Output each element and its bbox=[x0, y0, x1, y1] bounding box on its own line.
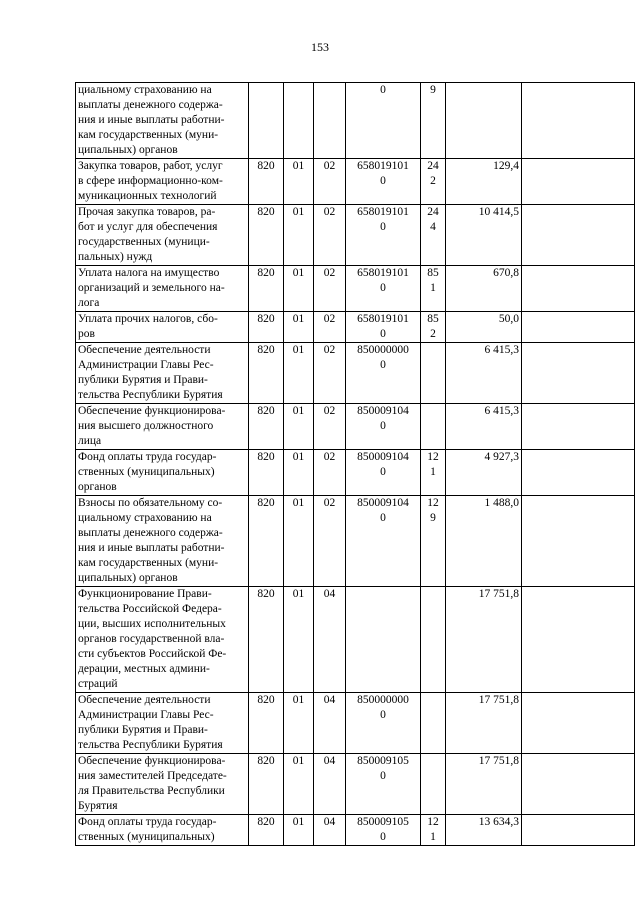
cell-expense bbox=[421, 205, 446, 266]
cell-name-line: органов государственной вла- bbox=[78, 633, 225, 645]
cell-target bbox=[346, 754, 421, 815]
cell-extra bbox=[522, 496, 635, 587]
cell-section: 01 bbox=[284, 159, 314, 205]
cell-expense bbox=[421, 754, 446, 815]
cell-name-line: органов bbox=[78, 481, 117, 493]
cell-subsection: 04 bbox=[314, 754, 346, 815]
cell-section: 01 bbox=[284, 450, 314, 496]
cell-target bbox=[346, 587, 421, 693]
cell-amount bbox=[446, 83, 522, 159]
cell-name bbox=[76, 312, 249, 343]
cell-name-line: Администрации Главы Рес- bbox=[78, 709, 214, 721]
cell-subsection: 02 bbox=[314, 343, 346, 404]
cell-expense-line bbox=[423, 587, 443, 602]
cell-expense-line: 9 bbox=[430, 512, 436, 524]
cell-extra bbox=[522, 312, 635, 343]
cell-target-line: 850000000 bbox=[357, 344, 409, 356]
cell-extra bbox=[522, 266, 635, 312]
cell-name-line: кам государственных (муни- bbox=[78, 129, 219, 141]
cell-subsection: 02 bbox=[314, 496, 346, 587]
cell-subsection: 04 bbox=[314, 693, 346, 754]
cell-section: 01 bbox=[284, 693, 314, 754]
cell-extra bbox=[522, 404, 635, 450]
cell-target-line: 850009104 bbox=[357, 497, 409, 509]
cell-expense-line: 1 bbox=[430, 282, 436, 294]
cell-name-line: ципальных) органов bbox=[78, 144, 178, 156]
cell-ministry: 820 bbox=[249, 693, 284, 754]
cell-ministry: 820 bbox=[249, 266, 284, 312]
cell-name bbox=[76, 205, 249, 266]
cell-extra bbox=[522, 587, 635, 693]
cell-expense bbox=[421, 343, 446, 404]
cell-name-line: тельства Российской Федера- bbox=[78, 603, 222, 615]
cell-name bbox=[76, 343, 249, 404]
cell-expense-line bbox=[423, 404, 443, 419]
cell-expense bbox=[421, 450, 446, 496]
cell-expense-line bbox=[423, 98, 443, 113]
cell-section: 01 bbox=[284, 312, 314, 343]
cell-expense-line: 1 bbox=[430, 466, 436, 478]
cell-expense bbox=[421, 159, 446, 205]
cell-name-line: публики Бурятия и Прави- bbox=[78, 374, 208, 386]
cell-target-line: 0 bbox=[380, 831, 386, 843]
table-row bbox=[76, 450, 635, 496]
cell-target-line: 0 bbox=[380, 512, 386, 524]
cell-name bbox=[76, 266, 249, 312]
cell-extra bbox=[522, 159, 635, 205]
cell-expense-line bbox=[423, 358, 443, 373]
cell-subsection: 04 bbox=[314, 815, 346, 846]
cell-target-line: 0 bbox=[380, 175, 386, 187]
cell-ministry: 820 bbox=[249, 205, 284, 266]
cell-name bbox=[76, 587, 249, 693]
cell-expense bbox=[421, 496, 446, 587]
cell-section: 01 bbox=[284, 496, 314, 587]
cell-name-line: Бурятия bbox=[78, 800, 118, 812]
cell-name-line: циальному страхованию на bbox=[78, 512, 212, 524]
table-row bbox=[76, 312, 635, 343]
cell-name-line: Администрации Главы Рес- bbox=[78, 359, 214, 371]
cell-name-line: Закупка товаров, работ, услуг bbox=[78, 160, 223, 172]
table-row bbox=[76, 266, 635, 312]
cell-expense bbox=[421, 266, 446, 312]
cell-target bbox=[346, 205, 421, 266]
cell-expense bbox=[421, 587, 446, 693]
cell-expense-line: 4 bbox=[430, 221, 436, 233]
cell-name-line: ственных (муниципальных) bbox=[78, 466, 215, 478]
cell-ministry: 820 bbox=[249, 815, 284, 846]
cell-name-line: Обеспечение деятельности bbox=[78, 694, 211, 706]
cell-target-line: 850009105 bbox=[357, 755, 409, 767]
cell-section: 01 bbox=[284, 754, 314, 815]
cell-name-line: лица bbox=[78, 435, 102, 447]
cell-extra bbox=[522, 693, 635, 754]
cell-ministry: 820 bbox=[249, 159, 284, 205]
cell-subsection: 02 bbox=[314, 450, 346, 496]
cell-expense-line: 24 bbox=[427, 160, 439, 172]
cell-target-line: 0 bbox=[380, 420, 386, 432]
cell-name-line: лога bbox=[78, 297, 100, 309]
cell-target-line: 0 bbox=[380, 709, 386, 721]
cell-name-line: Уплата налога на имущество bbox=[78, 267, 220, 279]
cell-subsection: 02 bbox=[314, 159, 346, 205]
cell-target bbox=[346, 404, 421, 450]
cell-amount: 129,4 bbox=[446, 159, 522, 205]
cell-expense-line: 24 bbox=[427, 206, 439, 218]
cell-section: 01 bbox=[284, 205, 314, 266]
cell-name-line: тельства Республики Бурятия bbox=[78, 739, 223, 751]
cell-target-line: 850009104 bbox=[357, 405, 409, 417]
cell-section: 01 bbox=[284, 587, 314, 693]
cell-name-line: ния и иные выплаты работни- bbox=[78, 114, 225, 126]
cell-target-line: 850009105 bbox=[357, 816, 409, 828]
cell-amount: 10 414,5 bbox=[446, 205, 522, 266]
cell-target bbox=[346, 312, 421, 343]
cell-target bbox=[346, 450, 421, 496]
cell-name-line: Фонд оплаты труда государ- bbox=[78, 451, 217, 463]
cell-name-line: выплаты денежного содержа- bbox=[78, 99, 223, 111]
cell-name-line: государственных (муници- bbox=[78, 236, 210, 248]
cell-expense-line bbox=[423, 343, 443, 358]
cell-name bbox=[76, 496, 249, 587]
cell-ministry: 820 bbox=[249, 450, 284, 496]
cell-target-line: 0 bbox=[380, 466, 386, 478]
cell-name-line: Прочая закупка товаров, ра- bbox=[78, 206, 216, 218]
cell-name bbox=[76, 159, 249, 205]
cell-expense-line: 2 bbox=[430, 175, 436, 187]
cell-target-line: 0 bbox=[380, 84, 386, 96]
cell-name-line: публики Бурятия и Прави- bbox=[78, 724, 208, 736]
cell-expense-line: 9 bbox=[430, 84, 436, 96]
cell-expense-line: 85 bbox=[427, 313, 439, 325]
table-row bbox=[76, 83, 635, 159]
cell-amount: 670,8 bbox=[446, 266, 522, 312]
cell-name-line: Уплата прочих налогов, сбо- bbox=[78, 313, 218, 325]
cell-target-line: 0 bbox=[380, 359, 386, 371]
cell-expense bbox=[421, 693, 446, 754]
cell-target bbox=[346, 815, 421, 846]
cell-target bbox=[346, 496, 421, 587]
cell-name-line: пальных) нужд bbox=[78, 251, 153, 263]
table-row bbox=[76, 159, 635, 205]
cell-name-line: дерации, местных админи- bbox=[78, 663, 210, 675]
cell-expense-line: 2 bbox=[430, 328, 436, 340]
cell-ministry: 820 bbox=[249, 343, 284, 404]
table-row bbox=[76, 754, 635, 815]
cell-name-line: ля Правительства Республики bbox=[78, 785, 225, 797]
cell-expense bbox=[421, 815, 446, 846]
cell-name-line: Обеспечение функционирова- bbox=[78, 755, 226, 767]
table-row bbox=[76, 693, 635, 754]
cell-subsection: 02 bbox=[314, 312, 346, 343]
cell-name-line: ции, высших исполнительных bbox=[78, 618, 226, 630]
cell-name-line: Фонд оплаты труда государ- bbox=[78, 816, 217, 828]
cell-amount: 17 751,8 bbox=[446, 587, 522, 693]
cell-extra bbox=[522, 754, 635, 815]
cell-ministry bbox=[249, 83, 284, 159]
cell-amount: 6 415,3 bbox=[446, 343, 522, 404]
cell-amount: 6 415,3 bbox=[446, 404, 522, 450]
cell-amount: 50,0 bbox=[446, 312, 522, 343]
table-row bbox=[76, 496, 635, 587]
cell-name-line: бот и услуг для обеспечения bbox=[78, 221, 218, 233]
cell-target-line: 850009104 bbox=[357, 451, 409, 463]
cell-target bbox=[346, 343, 421, 404]
cell-name-line: ципальных) органов bbox=[78, 572, 178, 584]
cell-target-line bbox=[348, 98, 418, 113]
cell-extra bbox=[522, 343, 635, 404]
cell-expense-line bbox=[423, 419, 443, 434]
cell-ministry: 820 bbox=[249, 496, 284, 587]
cell-expense bbox=[421, 404, 446, 450]
cell-expense bbox=[421, 312, 446, 343]
cell-expense-line bbox=[423, 708, 443, 723]
cell-section bbox=[284, 83, 314, 159]
cell-amount: 13 634,3 bbox=[446, 815, 522, 846]
cell-extra bbox=[522, 205, 635, 266]
cell-name-line: ров bbox=[78, 328, 95, 340]
cell-target-line: 0 bbox=[380, 328, 386, 340]
cell-target-line: 0 bbox=[380, 282, 386, 294]
cell-name-line: Обеспечение функционирова- bbox=[78, 405, 226, 417]
cell-name bbox=[76, 693, 249, 754]
table-row bbox=[76, 343, 635, 404]
cell-name-line: организаций и земельного на- bbox=[78, 282, 225, 294]
table-row bbox=[76, 815, 635, 846]
cell-amount: 1 488,0 bbox=[446, 496, 522, 587]
budget-table-body bbox=[76, 83, 635, 846]
cell-amount: 17 751,8 bbox=[446, 754, 522, 815]
cell-target bbox=[346, 83, 421, 159]
cell-target-line bbox=[348, 587, 418, 602]
cell-target-line: 658019101 bbox=[357, 160, 409, 172]
cell-subsection: 02 bbox=[314, 404, 346, 450]
cell-name-line: в сфере информационно-ком- bbox=[78, 175, 223, 187]
cell-name-line: муникационных технологий bbox=[78, 190, 217, 202]
budget-table bbox=[75, 82, 635, 846]
cell-expense-line: 85 bbox=[427, 267, 439, 279]
cell-expense-line: 12 bbox=[427, 816, 439, 828]
cell-ministry: 820 bbox=[249, 587, 284, 693]
cell-target bbox=[346, 693, 421, 754]
cell-amount: 17 751,8 bbox=[446, 693, 522, 754]
cell-target bbox=[346, 266, 421, 312]
cell-name-line: кам государственных (муни- bbox=[78, 557, 219, 569]
cell-ministry: 820 bbox=[249, 404, 284, 450]
cell-expense-line bbox=[423, 693, 443, 708]
cell-section: 01 bbox=[284, 815, 314, 846]
cell-name-line: страций bbox=[78, 678, 118, 690]
cell-amount: 4 927,3 bbox=[446, 450, 522, 496]
cell-expense bbox=[421, 83, 446, 159]
cell-target-line bbox=[348, 602, 418, 617]
cell-name bbox=[76, 404, 249, 450]
cell-target-line: 658019101 bbox=[357, 267, 409, 279]
cell-subsection: 02 bbox=[314, 266, 346, 312]
cell-section: 01 bbox=[284, 343, 314, 404]
cell-name-line: выплаты денежного содержа- bbox=[78, 527, 223, 539]
cell-expense-line: 1 bbox=[430, 831, 436, 843]
cell-ministry: 820 bbox=[249, 312, 284, 343]
cell-target-line: 0 bbox=[380, 770, 386, 782]
cell-name-line: ственных (муниципальных) bbox=[78, 831, 215, 843]
cell-name-line: Функционирование Прави- bbox=[78, 588, 212, 600]
cell-name-line: ния заместителей Председате- bbox=[78, 770, 227, 782]
cell-subsection: 02 bbox=[314, 205, 346, 266]
cell-name bbox=[76, 83, 249, 159]
cell-subsection: 04 bbox=[314, 587, 346, 693]
cell-name-line: циальному страхованию на bbox=[78, 84, 212, 96]
table-row bbox=[76, 404, 635, 450]
cell-expense-line: 12 bbox=[427, 451, 439, 463]
cell-name-line: Обеспечение деятельности bbox=[78, 344, 211, 356]
cell-section: 01 bbox=[284, 266, 314, 312]
table-row bbox=[76, 205, 635, 266]
cell-subsection bbox=[314, 83, 346, 159]
cell-ministry: 820 bbox=[249, 754, 284, 815]
cell-expense-line bbox=[423, 769, 443, 784]
cell-expense-line bbox=[423, 602, 443, 617]
cell-extra bbox=[522, 450, 635, 496]
cell-name bbox=[76, 450, 249, 496]
cell-name-line: ния высшего должностного bbox=[78, 420, 214, 432]
cell-section: 01 bbox=[284, 404, 314, 450]
cell-name bbox=[76, 754, 249, 815]
cell-target-line: 850000000 bbox=[357, 694, 409, 706]
cell-expense-line: 12 bbox=[427, 497, 439, 509]
cell-target-line: 658019101 bbox=[357, 206, 409, 218]
cell-target-line: 0 bbox=[380, 221, 386, 233]
table-row bbox=[76, 587, 635, 693]
cell-name-line: Взносы по обязательному со- bbox=[78, 497, 223, 509]
page-number: 153 bbox=[311, 40, 329, 54]
cell-extra bbox=[522, 83, 635, 159]
cell-name-line: сти субъектов Российской Фе- bbox=[78, 648, 227, 660]
cell-name-line: ния и иные выплаты работни- bbox=[78, 542, 225, 554]
cell-target bbox=[346, 159, 421, 205]
cell-expense-line bbox=[423, 754, 443, 769]
cell-extra bbox=[522, 815, 635, 846]
cell-name bbox=[76, 815, 249, 846]
cell-target-line: 658019101 bbox=[357, 313, 409, 325]
cell-name-line: тельства Республики Бурятия bbox=[78, 389, 223, 401]
